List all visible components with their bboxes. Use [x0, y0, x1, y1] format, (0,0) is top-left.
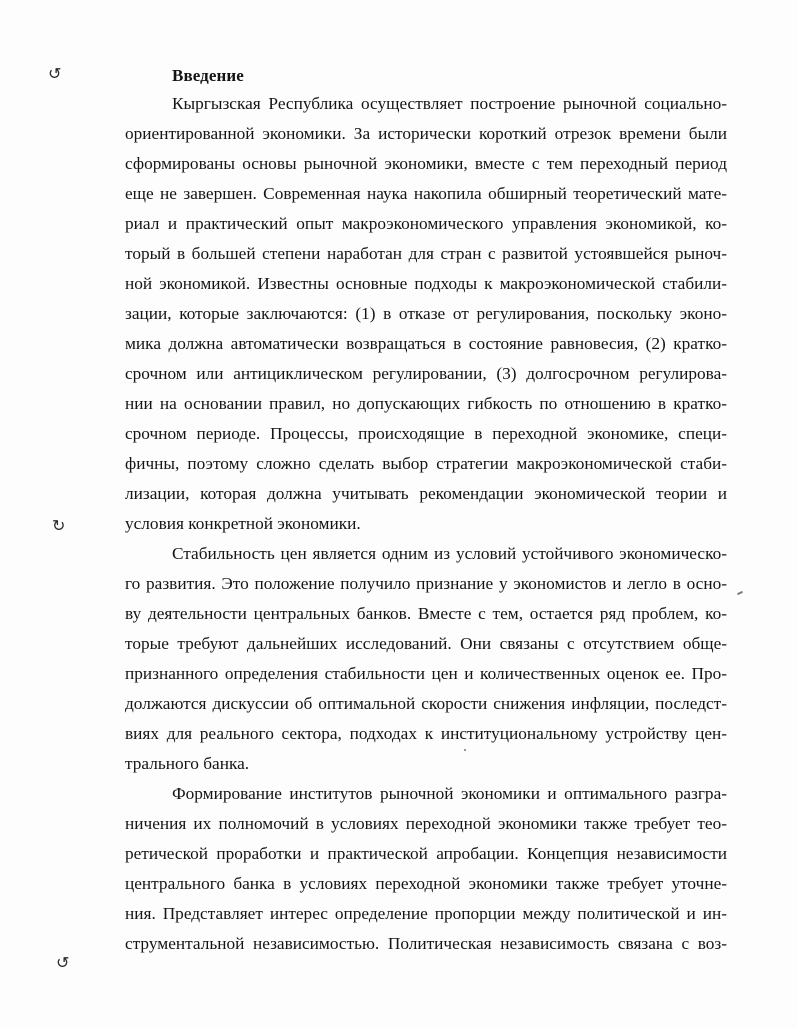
text-line: срочном или антициклическом регулировании, (3) долгосрочном регулирова- [125, 364, 727, 383]
text-line: торые требуют дальнейших исследований. Они связаны с отсутствием обще- [125, 634, 727, 653]
text-line: признанного определения стабильности цен и количественных оценок ее. Про- [125, 664, 727, 683]
text-line: ничения их полномочий в условиях переходной экономики также требует тео- [125, 814, 727, 833]
text-line: струментальной независимостью. Политическая независимость связана с воз- [125, 934, 727, 953]
scan-speck [737, 591, 743, 595]
text-line: лизации, которая должна учитывать рекомендации экономической теории и [125, 484, 727, 503]
binding-hole-mark-icon: ↺ [48, 64, 62, 83]
text-line: сформированы основы рыночной экономики, вместе с тем переходный период [125, 154, 727, 173]
text-line: еще не завершен. Современная наука накопила обширный теоретический мате- [125, 184, 727, 203]
scan-speck [464, 749, 466, 751]
text-line: ния. Представляет интерес определение пропорции между политической и ин- [125, 904, 727, 923]
text-line: трального банка. [125, 754, 250, 773]
text-line: нии на основании правил, но допускающих гибкость по отношению в кратко- [125, 394, 727, 413]
text-line: условия конкретной экономики. [125, 514, 361, 533]
text-line: ретической проработки и практической апробации. Концепция независимости [125, 844, 727, 863]
text-line: ву деятельности центральных банков. Вместе с тем, остается ряд проблем, ко- [125, 604, 727, 623]
text-line: Стабильность цен является одним из условий устойчивого экономическо- [172, 544, 727, 563]
text-line: мика должна автоматически возвращаться в состояние равновесия, (2) кратко- [125, 334, 727, 353]
text-line: виях для реального сектора, подходах к институциональному устройству цен- [125, 724, 727, 743]
text-line: зации, которые заключаются: (1) в отказе от регулирования, поскольку эконо- [125, 304, 727, 323]
text-line: Формирование институтов рыночной экономики и оптимального разгра- [172, 784, 727, 803]
text-line: должаются дискуссии об оптимальной скорости снижения инфляции, последст- [125, 694, 727, 713]
text-line: ной экономикой. Известны основные подходы к макроэкономической стабили- [125, 274, 727, 293]
text-line: центрального банка в условиях переходной экономики также требует уточне- [125, 874, 727, 893]
text-line: торый в большей степени наработан для стран с развитой устоявшейся рыноч- [125, 244, 727, 263]
text-line: ориентированной экономики. За исторически короткий отрезок времени были [125, 124, 727, 143]
text-line: го развития. Это положение получило признание у экономистов и легло в осно- [125, 574, 727, 593]
text-line: риал и практический опыт макроэкономического управления экономикой, ко- [125, 214, 727, 233]
binding-hole-mark-icon: ↻ [52, 516, 66, 535]
text-line: фичны, поэтому сложно сделать выбор стратегии макроэкономической стаби- [125, 454, 727, 473]
text-line: срочном периоде. Процессы, происходящие в переходной экономике, специ- [125, 424, 727, 443]
text-line: Кыргызская Республика осуществляет построение рыночной социально- [172, 94, 727, 113]
binding-hole-mark-icon: ↺ [56, 953, 70, 972]
section-heading: Введение [172, 66, 244, 85]
